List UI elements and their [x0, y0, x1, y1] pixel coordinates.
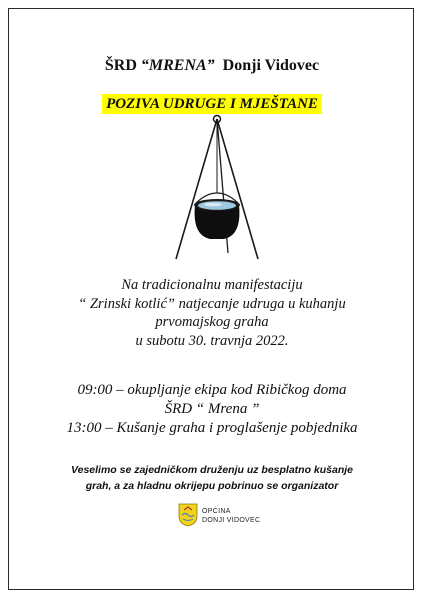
coat-of-arms-icon [178, 503, 198, 527]
cauldron-tripod-icon [172, 113, 262, 261]
invite-banner-row [0, 94, 424, 114]
event-schedule [0, 381, 424, 438]
organization-title [0, 56, 424, 76]
closing-note [0, 462, 424, 494]
logo-line: OPĆINA [202, 508, 231, 515]
event-line: prvomajskog graha [155, 314, 269, 330]
event-description [0, 276, 424, 350]
org-place: Donji Vidovec [214, 57, 320, 74]
org-name: “MRENA” [140, 57, 215, 74]
municipality-logo [178, 502, 268, 528]
closing-line: Veselimo se zajedničkom druženju uz besplatno kušanje [70, 464, 354, 476]
event-date: u subotu 30. travnja 2022. [135, 332, 289, 349]
schedule-line: ŠRD “ Mrena ” [164, 401, 260, 417]
schedule-line: 09:00 – okupljanje ekipa kod Ribičkog doma [77, 382, 347, 398]
schedule-line: 13:00 – Kušanje graha i proglašenje pobjednika [66, 420, 358, 436]
invite-banner: POZIVA UDRUGE I MJEŠTANE [102, 94, 322, 114]
closing-line: grah, a za hladnu okrijepu pobrinuo se organizator [85, 480, 339, 492]
logo-line: DONJI VIDOVEC [202, 517, 261, 524]
org-prefix: ŠRD [104, 57, 141, 74]
event-line: “ Zrinski kotlić” natjecanje udruga u kuhanju [78, 295, 346, 312]
event-line: Na tradicionalnu manifestaciju [121, 277, 303, 293]
